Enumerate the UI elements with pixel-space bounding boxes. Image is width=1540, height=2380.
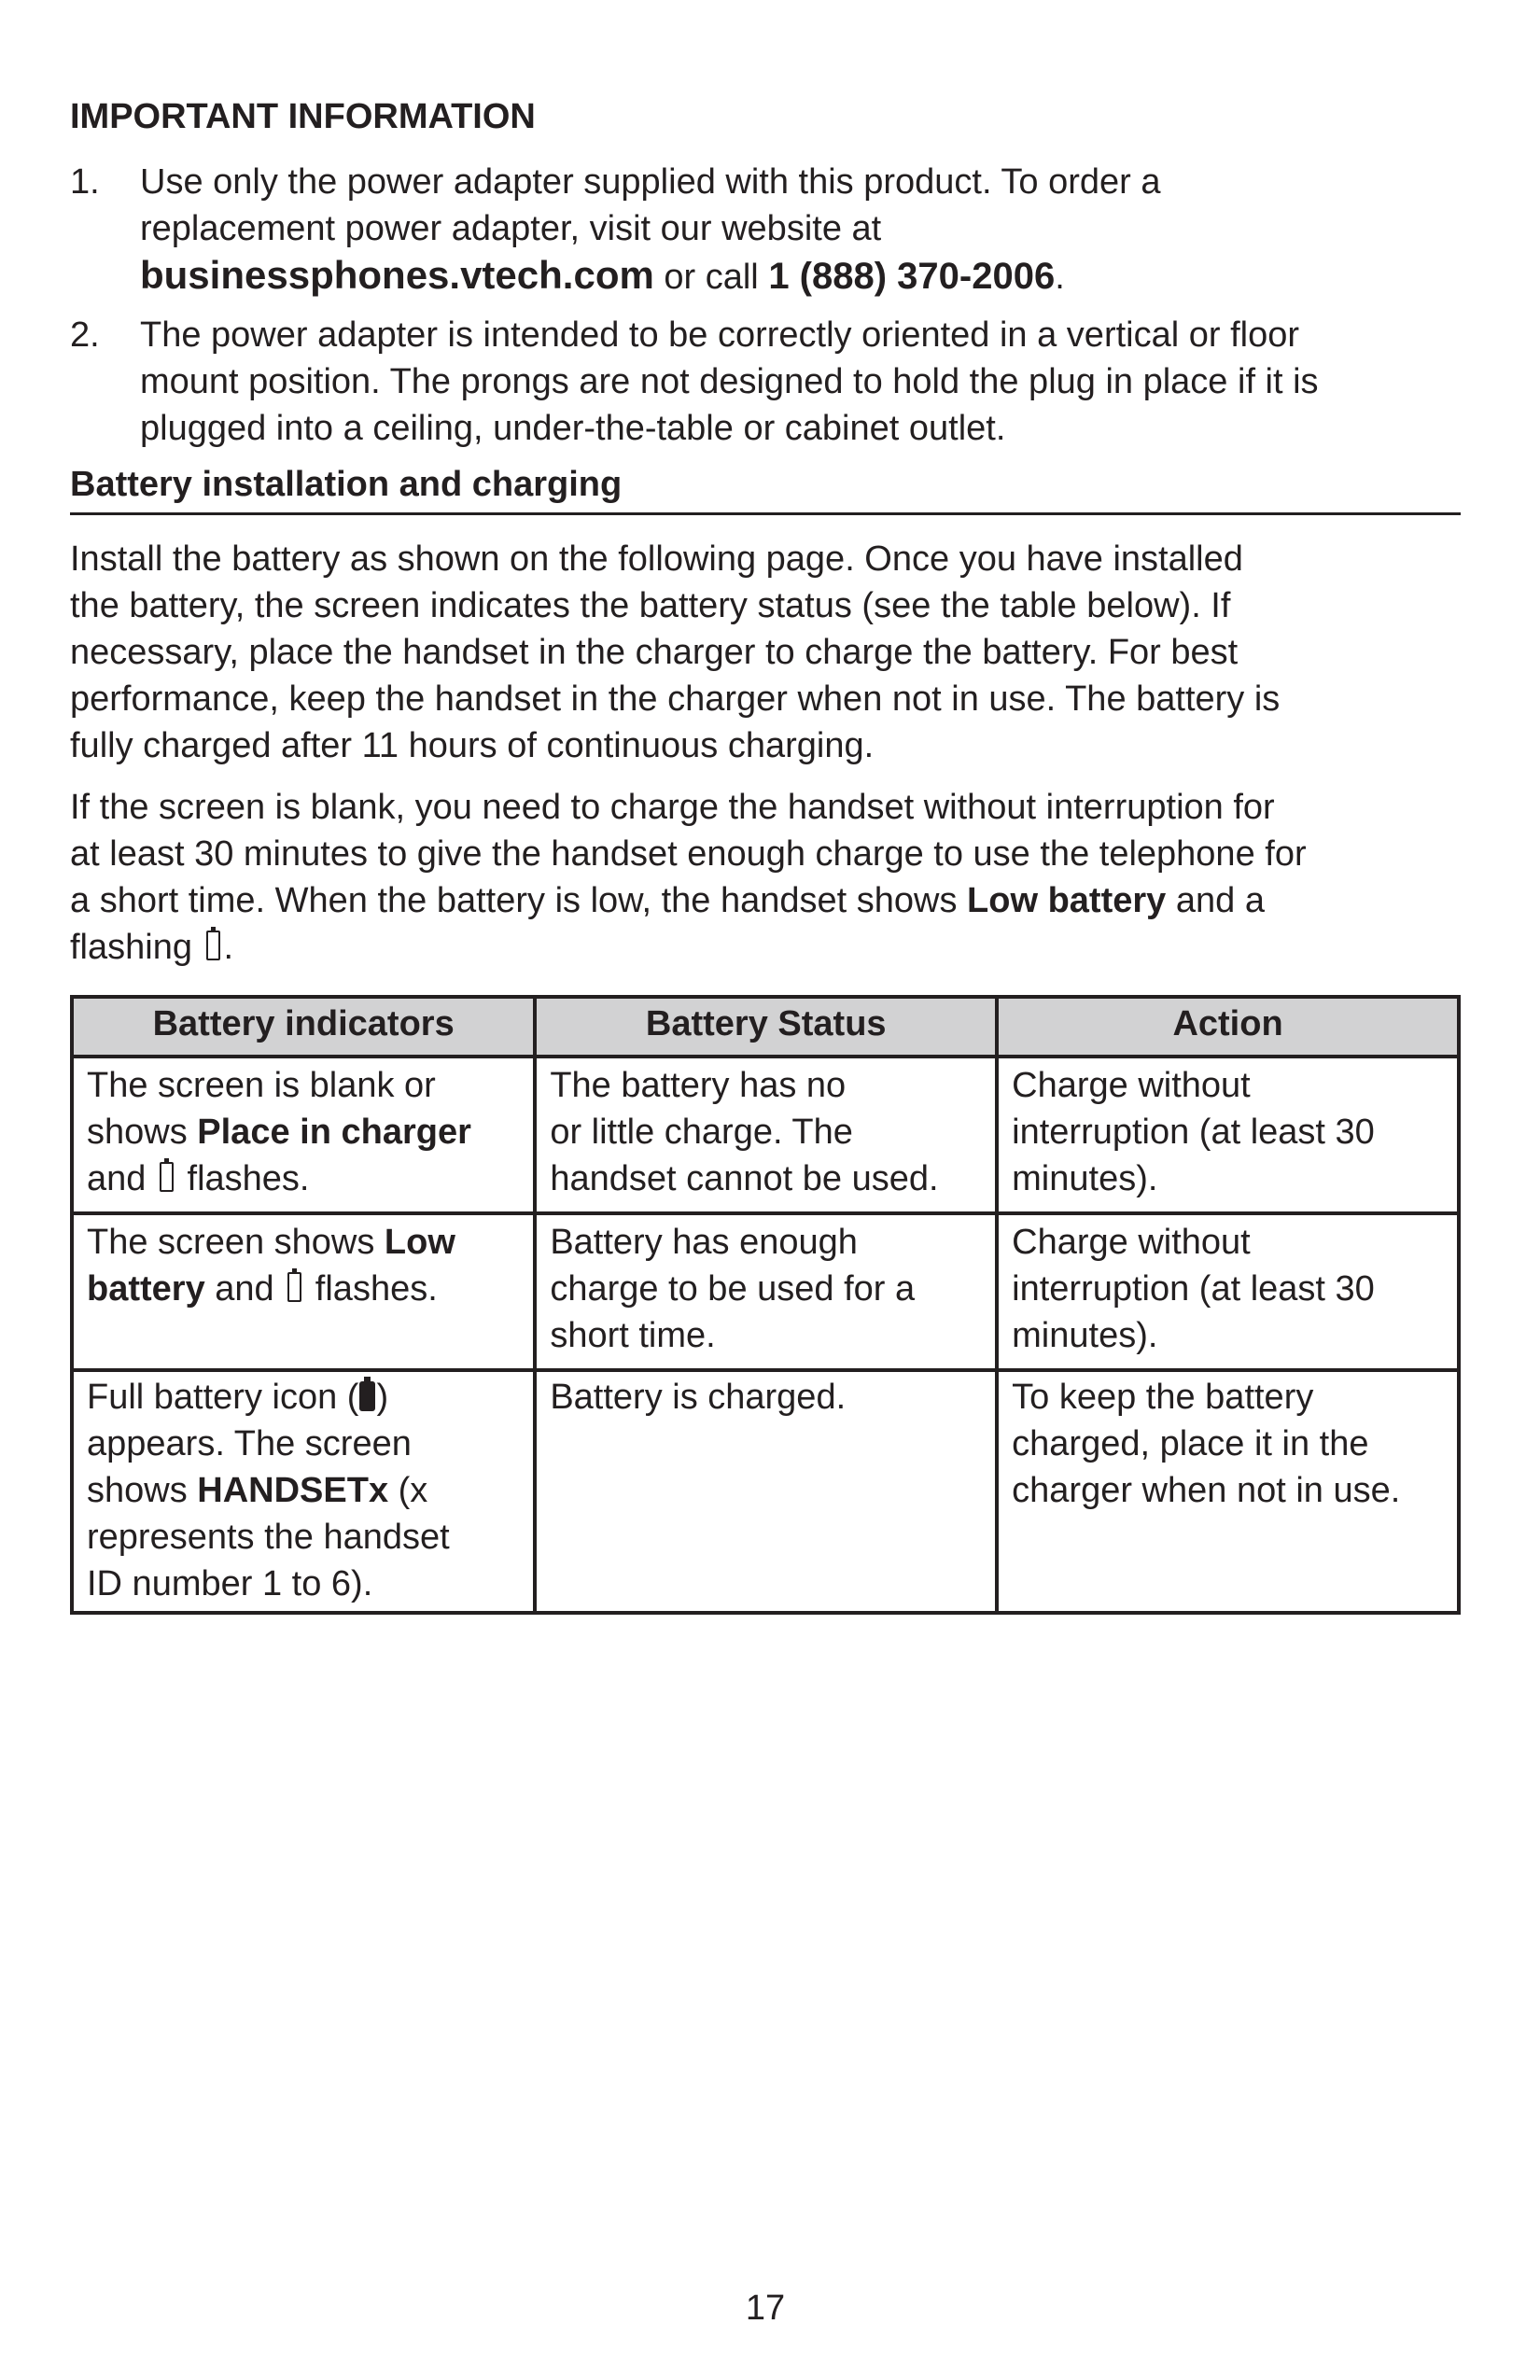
cell-line: To keep the battery — [1012, 1378, 1314, 1417]
item-line: The power adapter is intended to be correctly oriented in a vertical or floor — [140, 315, 1299, 355]
para-text: and a — [1166, 881, 1265, 920]
action-cell — [997, 1370, 1459, 1613]
cell-line — [87, 1109, 520, 1155]
cell-text: The screen shows — [87, 1223, 385, 1262]
header-battery-indicators: Battery indicators — [72, 997, 535, 1057]
item-line: replacement power adapter, visit our website at — [140, 209, 882, 248]
indicator-cell — [72, 1213, 535, 1370]
period-text: . — [1055, 258, 1065, 297]
empty-battery-icon — [287, 1272, 301, 1302]
item-text — [140, 312, 1465, 452]
para-text: a short time. When the battery is low, the handset shows — [70, 881, 968, 920]
action-cell — [997, 1057, 1459, 1213]
para-line: fully charged after 11 hours of continuous charging. — [70, 726, 875, 765]
cell-text: shows — [87, 1113, 198, 1152]
cell-line: interruption (at least 30 — [1012, 1269, 1375, 1309]
action-cell — [997, 1213, 1459, 1370]
or-call-text: or call — [653, 258, 769, 297]
page-number: 17 — [745, 2289, 786, 2328]
place-in-charger-text: Place in charger — [197, 1113, 471, 1152]
cell-line — [87, 1374, 520, 1421]
cell-line: The battery has no — [550, 1066, 847, 1105]
cell-text: shows — [87, 1471, 198, 1510]
battery-indicator-table — [70, 995, 1461, 1615]
cell-text: flashes. — [305, 1269, 438, 1309]
cell-line: Battery is charged. — [550, 1378, 847, 1417]
cell-line — [87, 1467, 520, 1514]
cell-line: charged, place it in the — [1012, 1424, 1369, 1463]
indicator-cell — [72, 1370, 535, 1613]
item-number: 2. — [70, 315, 100, 355]
cell-line: short time. — [550, 1316, 716, 1355]
important-information-heading: IMPORTANT INFORMATION — [70, 97, 536, 136]
cell-text: ) — [376, 1378, 389, 1417]
status-cell — [535, 1213, 997, 1370]
item-line: Use only the power adapter supplied with this product. To order a — [140, 162, 1161, 202]
cell-line: represents the handset — [87, 1518, 450, 1557]
para-line: Install the battery as shown on the following page. Once you have installed — [70, 539, 1243, 579]
para-line: performance, keep the handset in the charger when not in use. The battery is — [70, 679, 1281, 719]
full-battery-icon — [359, 1381, 375, 1411]
cell-line — [87, 1155, 520, 1202]
cell-line: charger when not in use. — [1012, 1471, 1401, 1510]
cell-line: or little charge. The — [550, 1113, 853, 1152]
para-line: the battery, the screen indicates the battery status (see the table below). If — [70, 586, 1231, 625]
cell-line: minutes). — [1012, 1159, 1158, 1198]
empty-battery-icon — [206, 931, 220, 960]
item-text — [140, 159, 1465, 301]
blank-screen-paragraph — [70, 784, 1461, 971]
cell-text: and — [204, 1269, 285, 1309]
item-line: plugged into a ceiling, under-the-table or cabinet outlet. — [140, 409, 1006, 448]
header-battery-status: Battery Status — [535, 997, 997, 1057]
para-text: . — [223, 928, 234, 967]
table-row — [72, 1370, 1459, 1613]
cell-line — [87, 1219, 520, 1266]
cell-line: interruption (at least 30 — [1012, 1113, 1375, 1152]
cell-line — [87, 1266, 520, 1312]
item-line — [140, 252, 1465, 301]
website-link[interactable]: businessphones.vtech.com — [140, 253, 654, 297]
para-line — [70, 924, 1461, 971]
cell-text: and — [87, 1159, 156, 1198]
cell-text: flashes. — [176, 1159, 310, 1198]
cell-line: ID number 1 to 6). — [87, 1564, 373, 1603]
cell-text: Full battery icon ( — [87, 1378, 359, 1417]
empty-battery-icon — [160, 1162, 174, 1192]
phone-number: 1 (888) 370-2006 — [768, 256, 1056, 297]
cell-line: Charge without — [1012, 1066, 1251, 1105]
item-number: 1. — [70, 162, 100, 202]
para-text: flashing — [70, 928, 203, 967]
status-cell — [535, 1057, 997, 1213]
cell-line: minutes). — [1012, 1316, 1158, 1355]
handsetx-text: HANDSETx — [197, 1471, 389, 1510]
cell-line: handset cannot be used. — [550, 1159, 939, 1198]
para-line: If the screen is blank, you need to charge the handset without interruption for — [70, 788, 1275, 827]
indicator-cell — [72, 1057, 535, 1213]
cell-text: (x — [388, 1471, 428, 1510]
battery-text: battery — [87, 1269, 205, 1309]
cell-line: Charge without — [1012, 1223, 1251, 1262]
header-action: Action — [997, 997, 1459, 1057]
cell-line: appears. The screen — [87, 1424, 412, 1463]
installation-paragraph — [70, 536, 1461, 769]
low-text: Low — [384, 1223, 455, 1262]
cell-line: Battery has enough — [550, 1223, 858, 1262]
table-row — [72, 1213, 1459, 1370]
table-row — [72, 1057, 1459, 1213]
table-header-row — [72, 997, 1459, 1057]
status-cell — [535, 1370, 997, 1613]
para-line: necessary, place the handset in the charger to charge the battery. For best — [70, 633, 1239, 672]
para-line: at least 30 minutes to give the handset enough charge to use the telephone for — [70, 834, 1307, 874]
low-battery-text: Low battery — [967, 881, 1167, 920]
para-line — [70, 877, 1461, 924]
battery-section-title: Battery installation and charging — [70, 465, 1461, 515]
cell-line: The screen is blank or — [87, 1066, 436, 1105]
item-line: mount position. The prongs are not designed to hold the plug in place if it is — [140, 362, 1319, 401]
cell-line: charge to be used for a — [550, 1269, 916, 1309]
